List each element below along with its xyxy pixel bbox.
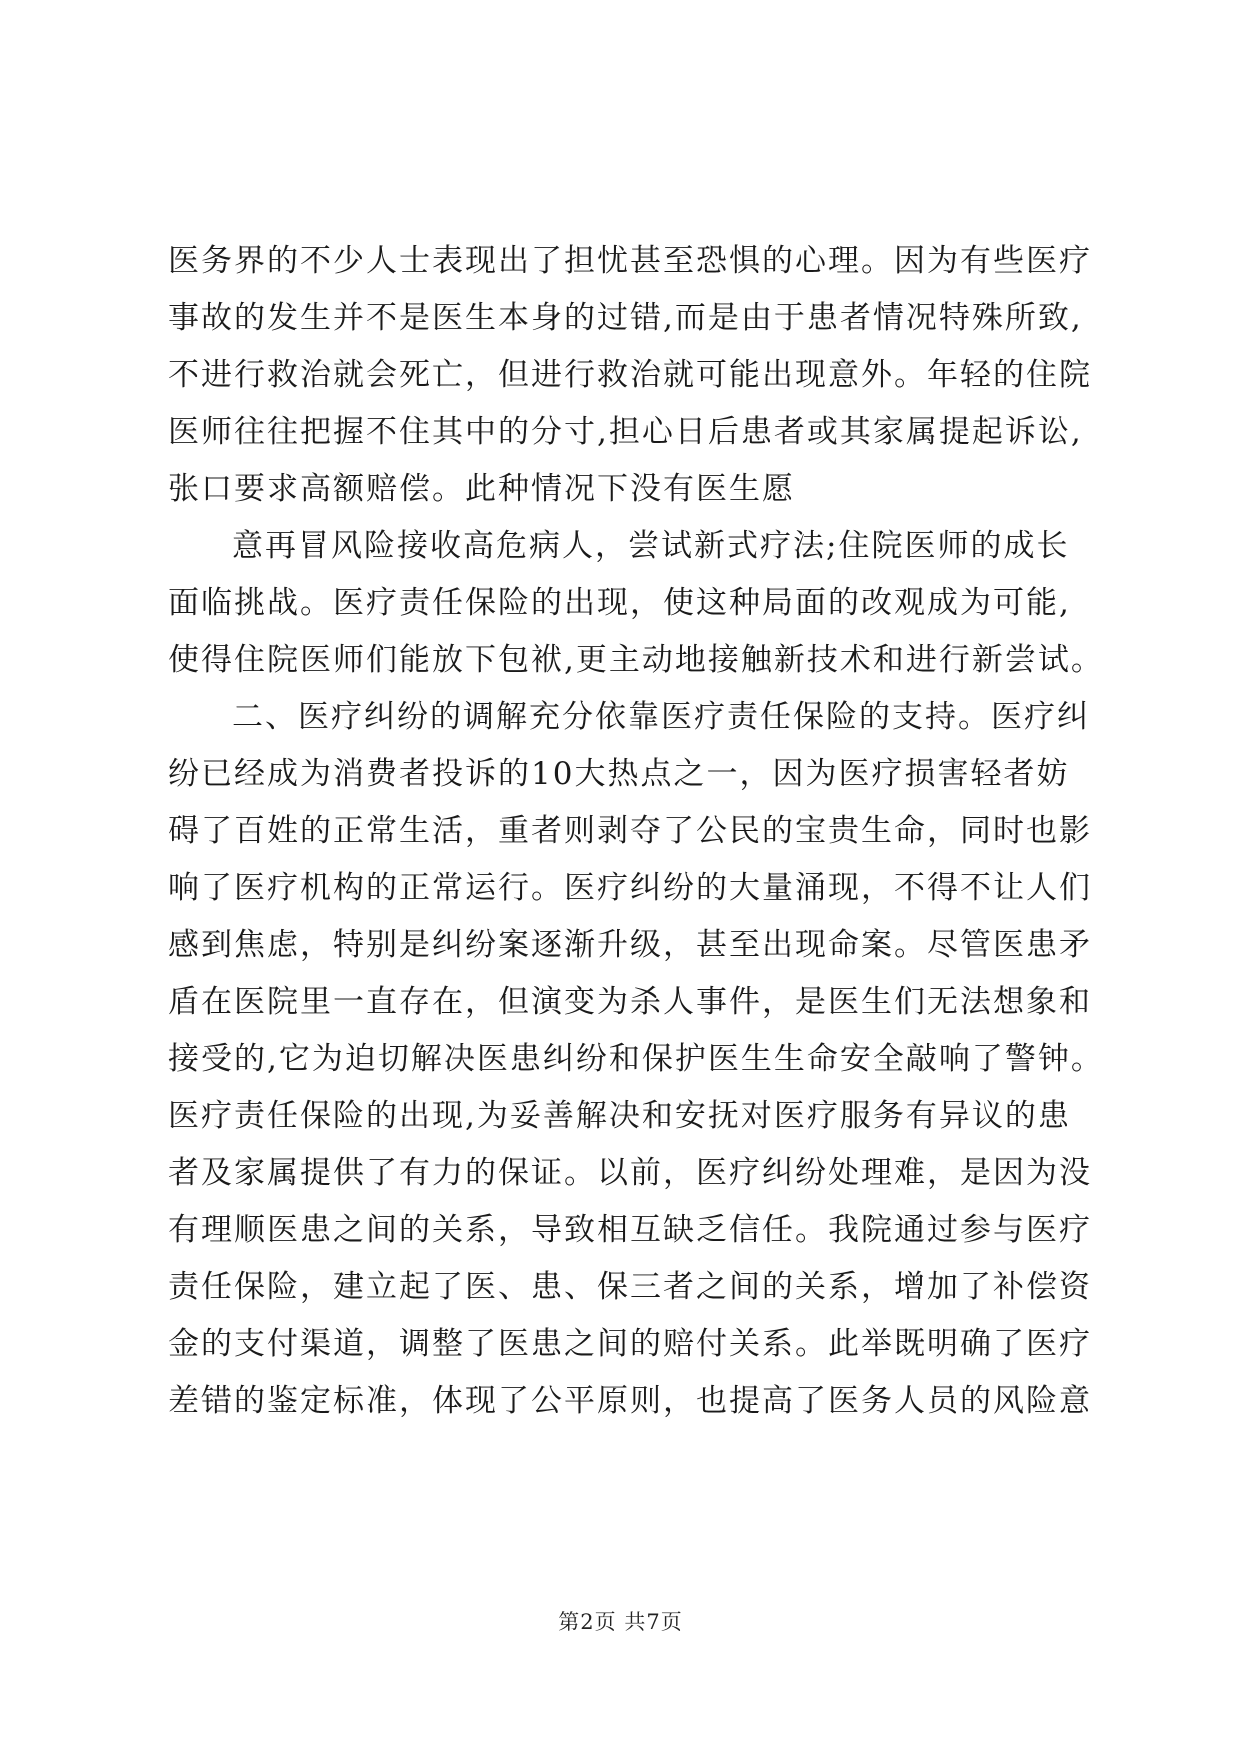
text-line: 响了医疗机构的正常运行。医疗纠纷的大量涌现，不得不让人们 [168,870,1092,906]
text-line: 事故的发生并不是医生本身的过错,而是由于患者情况特殊所致, [168,300,1083,336]
text-line: 接受的,它为迫切解决医患纠纷和保护医生生命安全敲响了警钟。 [168,1041,1104,1077]
text-line: 医疗责任保险的出现,为妥善解决和安抚对医疗服务有异议的患 [168,1098,1071,1134]
document-body [168,236,1128,1433]
text-line: 面临挑战。医疗责任保险的出现，使这种局面的改观成为可能, [168,585,1071,621]
text-line: 者及家属提供了有力的保证。以前，医疗纠纷处理难，是因为没 [168,1155,1092,1191]
text-line: 二、医疗纠纷的调解充分依靠医疗责任保险的支持。医疗纠 [232,699,1090,735]
text-line: 意再冒风险接收高危病人，尝试新式疗法;住院医师的成长 [232,528,1070,564]
text-line: 纷已经成为消费者投诉的10大热点之一，因为医疗损害轻者妨 [168,756,1070,792]
text-line: 感到焦虑，特别是纠纷案逐渐升级，甚至出现命案。尽管医患矛 [168,927,1092,963]
text-line: 张口要求高额赔偿。此种情况下没有医生愿 [168,471,795,507]
text-line: 医师往往把握不住其中的分寸,担心日后患者或其家属提起诉讼, [168,414,1083,450]
text-line: 医务界的不少人士表现出了担忧甚至恐惧的心理。因为有些医疗 [168,243,1092,279]
text-line: 金的支付渠道，调整了医患之间的赔付关系。此举既明确了医疗 [168,1326,1092,1362]
text-line: 不进行救治就会死亡，但进行救治就可能出现意外。年轻的住院 [168,357,1092,393]
text-line: 差错的鉴定标准，体现了公平原则，也提高了医务人员的风险意 [168,1383,1092,1419]
text-line: 盾在医院里一直存在，但演变为杀人事件，是医生们无法想象和 [168,984,1092,1020]
text-line: 责任保险，建立起了医、患、保三者之间的关系，增加了补偿资 [168,1269,1092,1305]
text-line: 有理顺医患之间的关系，导致相互缺乏信任。我院通过参与医疗 [168,1212,1092,1248]
text-line: 使得住院医师们能放下包袱,更主动地接触新技术和进行新尝试。 [168,642,1104,678]
page-footer: 第2页 共7页 [558,1610,683,1634]
text-line: 碍了百姓的正常生活，重者则剥夺了公民的宝贵生命，同时也影 [168,813,1092,849]
